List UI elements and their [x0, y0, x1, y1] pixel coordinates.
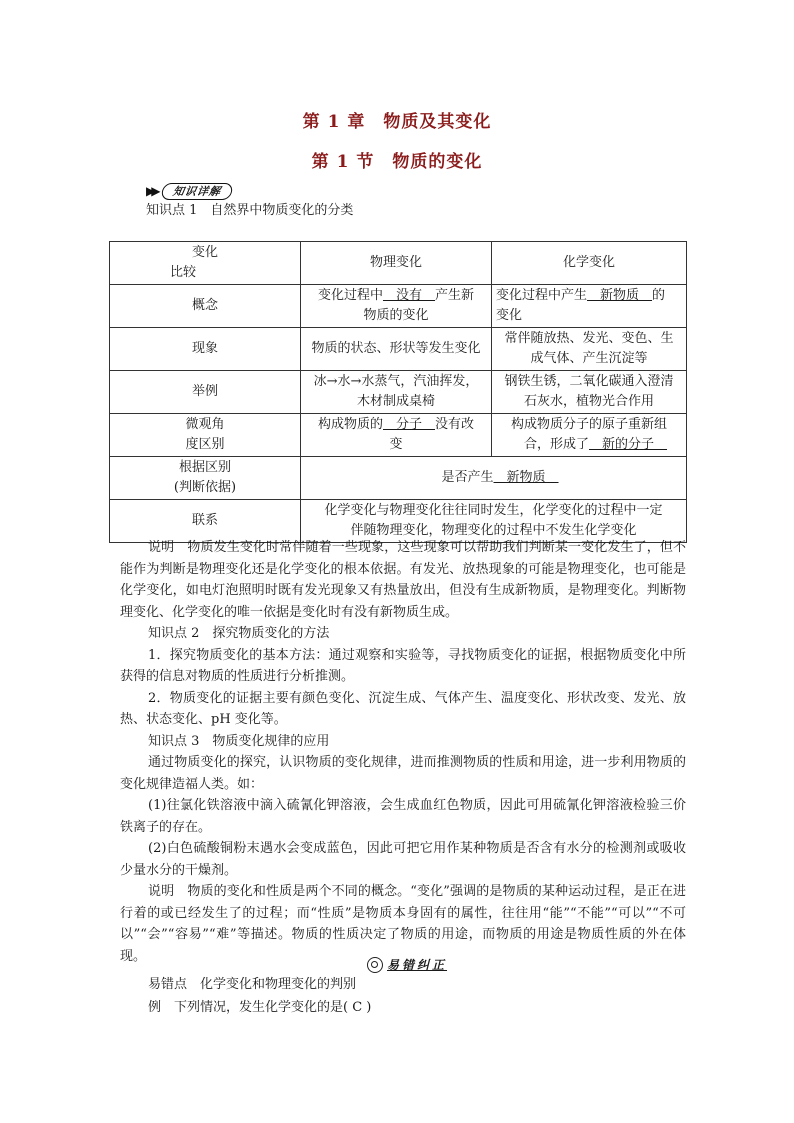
cell-text: 构成物质分子的原子重新组 [510, 417, 667, 432]
target-icon [367, 957, 383, 973]
relation-label: 联系 [110, 500, 301, 543]
header-corner-l1: 变化 [191, 245, 218, 260]
cell-text: 变化过程中产生 [496, 288, 588, 303]
cell-text: 木材制成桌椅 [356, 394, 435, 409]
cell-text: 伴随物理变化，物理变化的过程中不发生化学变化 [350, 523, 637, 538]
comparison-table [109, 241, 687, 543]
header-physical: 物理变化 [301, 242, 492, 285]
cell-text: 物质的变化 [363, 308, 429, 323]
phenomenon-physical: 物质的状态、形状等发生变化 [301, 328, 492, 371]
table-cell [492, 285, 687, 328]
cell-text: 常伴随放热、发光、变色、生 [504, 331, 674, 346]
table-cell [492, 414, 687, 457]
error-title: 易错点 化学变化和物理变化的判别 [148, 977, 357, 992]
table-cell [492, 371, 687, 414]
knowledge-banner-label: 知识详解 [161, 183, 234, 200]
error-banner [367, 956, 447, 973]
kp2-title: 知识点 2 探究物质变化的方法 [148, 626, 330, 641]
knowledge-banner [146, 182, 232, 200]
table-row [110, 414, 687, 457]
kp3-title: 知识点 3 物质变化规律的应用 [148, 733, 330, 749]
kp3-item2: (2)白色硫酸铜粉末遇水会变成蓝色，因此可把它用作某种物质是否含有水分的检测剂或吸收少量水分的干燥剂。 [120, 841, 686, 878]
error-banner-label: 易错纠正 [387, 958, 448, 972]
table-cell [301, 457, 687, 500]
kp2-item1: 1．探究物质变化的基本方法：通过观察和实验等，寻找物质变化的证据，根据物质变化中所获得的信息对物质的性质进行分析推测。 [120, 647, 686, 684]
basis-label-l2: (判断依据) [173, 480, 237, 495]
cell-text: 冰→水→水蒸气，汽油挥发， [313, 374, 479, 389]
answer-blank: 新物质 [493, 470, 559, 485]
header-corner-l2: 比较 [170, 265, 197, 280]
phenomenon-label: 现象 [110, 328, 301, 371]
cell-text: 没有改 [435, 417, 475, 432]
kp1-title: 知识点 1 自然界中物质变化的分类 [146, 203, 354, 218]
table-cell [301, 285, 492, 328]
section-title: 第 1 节 物质的变化 [311, 152, 483, 172]
basis-label-l1: 根据区别 [178, 460, 231, 475]
answer-blank: 新物质 [587, 288, 653, 303]
table-cell [301, 414, 492, 457]
cell-text: 钢铁生锈，二氧化碳通入澄清 [504, 374, 674, 389]
table-row [110, 457, 687, 500]
cell-text: 变 [389, 437, 403, 452]
answer-blank: 新的分子 [589, 437, 668, 452]
cell-text: 成气体、产生沉淀等 [530, 351, 648, 366]
cell-text: 石灰水，植物光合作用 [523, 394, 654, 409]
table-cell [492, 328, 687, 371]
header-chemical: 化学变化 [492, 242, 687, 285]
kp3-intro: 通过物质变化的探究，认识物质的变化规律，进而推测物质的性质和用途，进一步利用物质的变化规律造福人类。如： [120, 755, 686, 792]
table-cell [301, 371, 492, 414]
table-row [110, 371, 687, 414]
body-text [120, 537, 686, 967]
table-cell [110, 414, 301, 457]
table-row [110, 242, 687, 285]
table-row [110, 285, 687, 328]
cell-text: 的 [652, 288, 666, 303]
cell-text: 化学变化与物理变化往往同时发生，化学变化的过程中一定 [324, 503, 663, 518]
kp3-item1: (1)往氯化铁溶液中滴入硫氰化钾溶液，会生成血红色物质，因此可用硫氰化钾溶液检验三价铁离子的存在。 [120, 798, 686, 835]
note1: 说明 物质发生变化时常伴随着一些现象，这些现象可以帮助我们判断某一变化发生了，但不能作为判断是物理变化还是化学变化的根本依据。有发光、放热现象的可能是物理变化，也可能是化学变化，如电灯泡照明时既有发光现象又有热量放出，但没有生成新物质，是物理变化。判断物理变化、化学变化的唯一依据是变化时有没有新物质生成。 [120, 540, 686, 620]
note2: 说明 物质的变化和性质是两个不同的概念。“变化”强调的是物质的某种运动过程，是正在进行着的或已经发生了的过程；而“性质”是物质本身固有的属性，往往用“能”“不能”“可以”“不可以”“会”“容易”“难”等描述。物质的性质决定了物质的用途，而物质的用途是物质性质的外在体现。 [120, 884, 686, 964]
table-cell [110, 242, 301, 285]
table-row [110, 328, 687, 371]
concept-label: 概念 [110, 285, 301, 328]
cell-text: 产生新 [435, 288, 475, 303]
micro-label-l2: 度区别 [185, 437, 225, 452]
answer-blank: 没有 [382, 288, 435, 303]
cell-text: 合，形成了 [523, 437, 589, 452]
cell-text: 是否产生 [441, 470, 494, 485]
table-cell [110, 457, 301, 500]
micro-label-l1: 微观角 [185, 417, 225, 432]
cell-text: 变化 [496, 308, 523, 323]
cell-text: 变化过程中 [317, 288, 383, 303]
cell-text: 构成物质的 [317, 417, 383, 432]
example-question: 例 下列情况，发生化学变化的是( C ) [148, 1000, 372, 1015]
example-label: 举例 [110, 371, 301, 414]
answer-blank: 分子 [382, 417, 435, 432]
kp2-item2: 2．物质变化的证据主要有颜色变化、沉淀生成、气体产生、温度变化、形状改变、发光、放热、状态变化、pH 变化等。 [120, 690, 686, 727]
chapter-title: 第 1 章 物质及其变化 [302, 112, 492, 132]
double-arrow-icon: ▶▶ [146, 184, 157, 198]
